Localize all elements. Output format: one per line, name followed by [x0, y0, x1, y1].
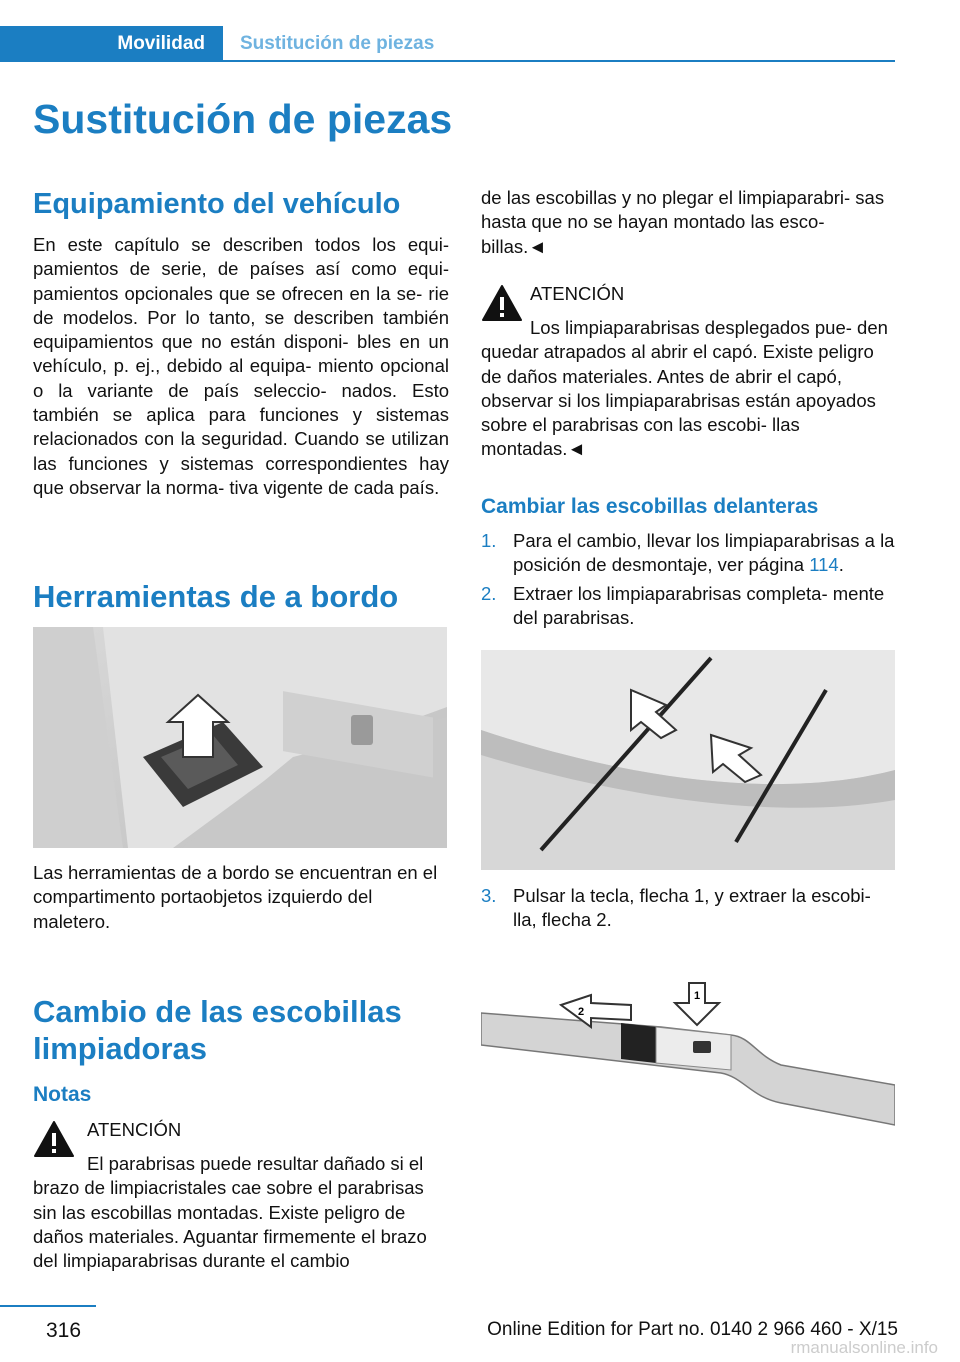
page-link-114[interactable]: 114: [809, 554, 839, 576]
steps-list-2: [481, 884, 895, 933]
warning-1-text: El parabrisas puede resultar dañado si el brazo de limpiacristales cae sobre el parabrisas sin las escobillas montadas. Existe peligro de daños materiales. Aguantar firmemente el brazo del limpiaparabrisas durante el cambio: [33, 1153, 427, 1272]
step-3-text: Pulsar la tecla, flecha 1, y extraer la escobi- lla, flecha 2.: [513, 885, 871, 931]
heading-escobillas-delanteras: Cambiar las escobillas delanteras: [481, 495, 819, 518]
continuation-paragraph: de las escobillas y no plegar el limpiaparabri- sas hasta que no se hayan montado las esco- billas.◄: [481, 187, 885, 257]
step-1: [481, 529, 895, 578]
step-2-text: Extraer los limpiaparabrisas completa- mente del parabrisas.: [513, 582, 885, 628]
warning-2-block: [481, 316, 893, 462]
arrow-label-1: 1: [693, 990, 701, 1002]
heading-herramientas: Herramientas de a bordo: [33, 579, 399, 614]
arrow-label-2: 2: [577, 1006, 585, 1018]
heading-cambio-escobillas: Cambio de las escobillas limpiadoras: [33, 994, 402, 1066]
tab-sustitucion[interactable]: Sustitución de piezas: [240, 33, 435, 54]
tab-movilidad[interactable]: Movilidad: [0, 26, 223, 62]
step-2: [481, 582, 895, 631]
page-number: 316: [46, 1319, 82, 1342]
watermark: rmanualsonline.info: [790, 1338, 938, 1357]
footer-rule: [0, 1305, 96, 1307]
step-1-number: 1.: [481, 530, 497, 551]
heading-notas: Notas: [33, 1083, 92, 1106]
warning-2-text: Los limpiaparabrisas desplegados pue- den quedar atrapados al abrir el capó. Existe peligro de daños materiales. Antes de abrir el capó, observar si los limpiaparabrisas están apoyados sobre el parabrisas con las escobi- llas montadas.◄: [481, 317, 888, 460]
heading-equipamiento: Equipamiento del vehículo: [33, 188, 401, 220]
toolkit-figure: [33, 627, 447, 848]
step-2-number: 2.: [481, 582, 497, 604]
windshield-figure: [481, 650, 895, 870]
warning-1-title: ATENCIÓN: [87, 1119, 182, 1140]
wiper-blade-figure: [481, 975, 895, 1168]
edition-note: Online Edition for Part no. 0140 2 966 460 - X/15: [487, 1319, 898, 1340]
header-rule: [223, 60, 895, 62]
warning-2-title: ATENCIÓN: [530, 283, 625, 304]
step-3: [481, 884, 895, 933]
step-1-end: .: [838, 554, 844, 576]
tools-paragraph: Las herramientas de a bordo se encuentran en el compartimento portaobjetos izquierdo del maletero.: [33, 862, 438, 932]
step-1-text: Para el cambio, llevar los limpiaparabrisas a la posición de desmontaje, ver página: [513, 530, 895, 576]
equip-paragraph: En este capítulo se describen todos los equi- pamientos de serie, de países así como equi- pamientos opcionales que se ofrecen en la se- rie de modelos. Por lo tanto, se describen también equipamientos que no están disponi- bles en un vehículo, p. ej., debido al equipa- miento opcional o la variante de país seleccio- nados. Esto también se aplica para funciones y sistemas relacionados con la seguridad. Cuando se utilizan las funciones y sistemas correspondientes hay que observar la norma- tiva vigente de cada país.: [33, 234, 449, 498]
steps-list-1: [481, 529, 895, 630]
page-title: Sustitución de piezas: [33, 96, 453, 142]
step-3-number: 3.: [481, 885, 497, 906]
warning-1-block: [33, 1152, 449, 1273]
